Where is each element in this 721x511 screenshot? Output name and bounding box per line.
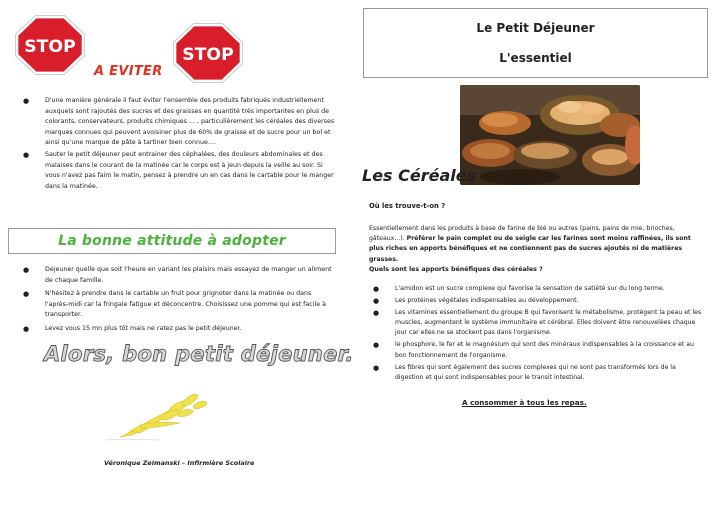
page-subtitle: L'essentiel — [499, 51, 572, 65]
list-item — [23, 96, 335, 149]
stop-sign-text: STOP — [182, 45, 234, 66]
bullet-icon: ● — [373, 285, 380, 293]
author-signature: Véronique Zelmanski – Infirmière Scolaire — [104, 459, 255, 467]
wheat-sheaf-drawing — [100, 385, 230, 445]
list-item — [23, 324, 335, 335]
where-paragraph — [369, 224, 702, 265]
a-eviter-label: A EVITER — [94, 64, 163, 79]
bullet-icon: ● — [23, 97, 30, 105]
stop-sign-icon-left — [14, 14, 86, 76]
stop-sign-shape — [14, 14, 86, 76]
bread-basket-photo — [460, 85, 640, 185]
benefit-text: L'amidon est un sucre complexe qui favorise la sensation de satiété sur du long terme. — [395, 285, 665, 292]
benefit-text: Les vitamines essentiellement du groupe B qui favorisent le métabolisme, protègent la peau et les muscles, augmentent le système immunitaire et cérébral. Elles doivent être renouvelées chaque jour car elles ne se stockent pas dans l'organisme. — [395, 309, 702, 337]
bullet-icon: ● — [373, 297, 380, 306]
bullet-icon: ● — [373, 341, 380, 350]
bullet-icon: ● — [373, 309, 380, 318]
list-item — [373, 296, 705, 306]
attitude-item-text: Déjeuner quelle que soit l'heure en variant les plaisirs mais essayez de manger un aliment de chaque famille. — [45, 266, 332, 284]
list-item — [373, 363, 705, 383]
benefit-text: Les fibres qui sont également des sucres complexes qui ne sont pas transformés lors de la digestion et qui sont indispensables pour le transit intestinal. — [395, 363, 676, 381]
section-title-cereales: Les Céréales — [362, 166, 477, 185]
attitude-list — [23, 265, 335, 338]
attitude-box — [8, 228, 336, 254]
closing-note: A consommer à tous les repas. — [462, 398, 587, 407]
attitude-item-text: Levez vous 15 mn plus tôt mais ne ratez pas le petit déjeuner. — [45, 324, 242, 332]
attitude-item-text: N'hésitez à prendre dans le cartable un fruit pour grignoter dans la matinée ou dans l'après-midi car la fringale fatigue et déconcentre. Choisissez une pomme qui est facile à transporter. — [45, 290, 326, 319]
stop-sign-shape — [172, 22, 244, 84]
slogan: Alors, bon petit déjeuner. — [44, 342, 354, 366]
bullet-icon: ● — [373, 363, 380, 372]
list-item — [373, 308, 705, 338]
benefit-text: Les protéines végétales indispensables au développement. — [395, 297, 579, 305]
page-title: Le Petit Déjeuner — [476, 21, 595, 35]
where-text-bold: Préférer le pain complet ou de seigle car les farines sont moins raffinées, ils sont plus riches en apports bénéfiques et ne contiennent pas de sucres ajoutés ni de matières grasses. — [369, 235, 691, 263]
title-box — [363, 8, 708, 78]
bullet-icon: ● — [23, 266, 30, 274]
benefit-text: le phosphore, le fer et le magnésium qui sont des minéraux indispensables à la croissance et au bon fonctionnement de l'organisme. — [395, 341, 694, 359]
bullet-icon: ● — [23, 290, 30, 299]
list-item — [373, 340, 705, 360]
avoid-item-text: D'une manière générale il faut éviter l'ensemble des produits fabriqués industriellement auxquels sont rajoutés des sucres et des graisses en quantité très importantes en plus de colorants, conservateurs, produits chimiques ... , particulièrement les céréales des diverses marques connues qui peuvent avoisiner plus de 60% de graisse et de sucre pour un bol et ainsi qu'une marque de pâte à tartiner bien connue.... — [45, 97, 335, 147]
attitude-title: La bonne attitude à adopter — [58, 233, 286, 249]
avoid-list — [23, 96, 335, 193]
benefits-heading: Quels sont les apports bénéfiques des céréales ? — [369, 266, 543, 273]
list-item — [23, 150, 335, 192]
list-item — [23, 265, 335, 286]
stop-sign-icon-right — [172, 22, 244, 84]
bullet-icon: ● — [23, 324, 30, 333]
avoid-item-text: Sauter le petit déjeuner peut entrainer des céphalées, des douleurs abdominales et des malaises dans le courant de la matinée car le corps est à jeun depuis la veille au soir. Si vous n'avez pas faim le matin, pensez à prendre un en cas dans le cartable pour le manger dans la matinée. — [45, 150, 334, 190]
stop-sign-text: STOP — [24, 37, 76, 58]
list-item — [23, 289, 335, 321]
bullet-icon: ● — [23, 150, 30, 159]
where-text-plain: Essentiellement dans les produits à base de farine de blé ou autres (pains, pains de mie, brioches, gâteaux...). — [369, 225, 675, 243]
where-heading: Où les trouve-t-on ? — [369, 202, 446, 210]
benefits-list — [373, 284, 705, 385]
list-item — [373, 284, 705, 294]
